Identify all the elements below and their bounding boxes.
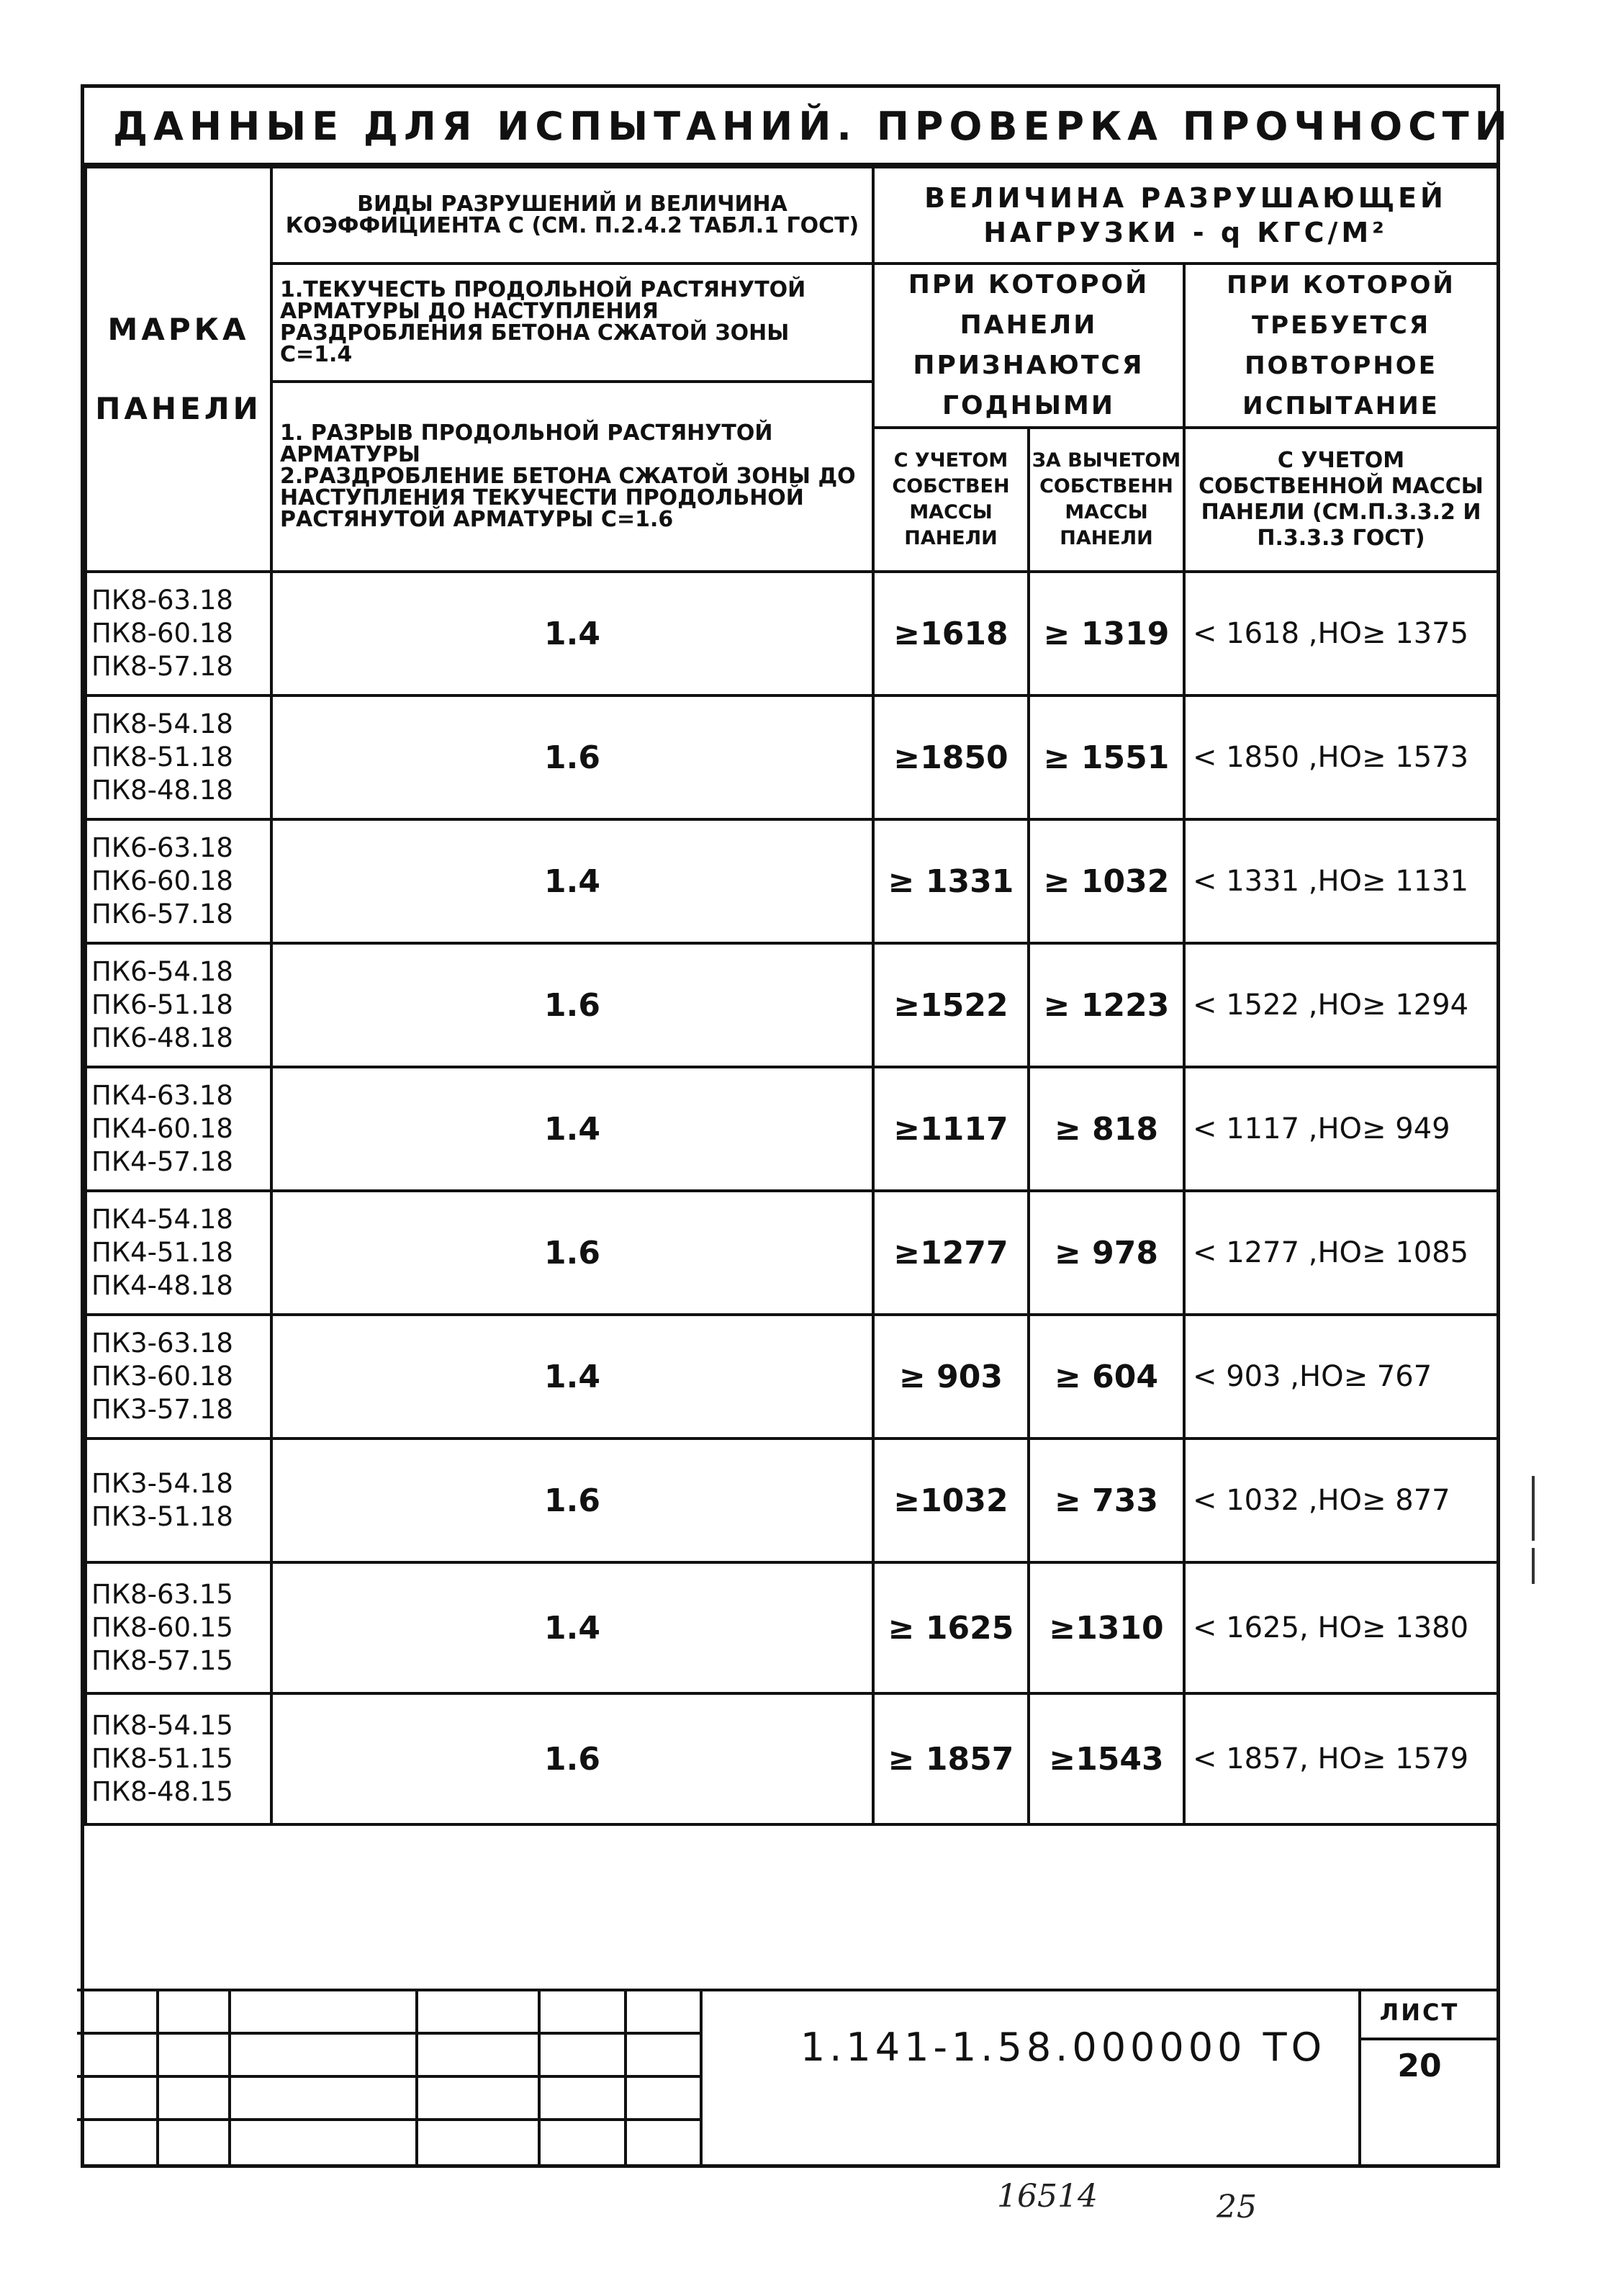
failure-type-2b: 2.РАЗДРОБЛЕНИЕ БЕТОНА СЖАТОЙ ЗОНЫ ДО НАСТУПЛЕНИЯ ТЕКУЧЕСТИ ПРОДОЛЬНОЙ РАСТЯНУТОЙ АРМАТУРЫ С=1.6 xyxy=(280,464,856,532)
strength-test-table xyxy=(84,166,1499,1826)
failure-types-header: ВИДЫ РАЗРУШЕНИЙ И ВЕЛИЧИНА КОЭФФИЦИЕНТА С (СМ. П.2.4.2 ТАБЛ.1 ГОСТ) xyxy=(271,167,873,264)
title-block-line xyxy=(77,2032,700,2035)
panel-mark: ПК6-54.18 xyxy=(91,956,233,987)
panel-marks xyxy=(86,695,271,819)
load-without-mass: ≥ 1551 xyxy=(1029,695,1184,819)
header-row-1 xyxy=(86,167,1498,264)
panel-mark: ПК6-57.18 xyxy=(91,899,233,929)
panel-mark: ПК4-51.18 xyxy=(91,1237,233,1268)
panel-marks xyxy=(86,1191,271,1315)
coefficient-c: 1.4 xyxy=(271,572,873,695)
load-without-mass: ≥1310 xyxy=(1029,1562,1184,1693)
panel-mark: ПК6-60.18 xyxy=(91,865,233,896)
retest-load: < 1277 ,НО≥ 1085 xyxy=(1184,1191,1498,1315)
retest-load: < 1618 ,НО≥ 1375 xyxy=(1184,572,1498,695)
failure-type-2 xyxy=(271,382,873,572)
load-with-mass: ≥ 1331 xyxy=(873,819,1029,943)
failure-type-2a: 1. РАЗРЫВ ПРОДОЛЬНОЙ РАСТЯНУТОЙ АРМАТУРЫ xyxy=(280,420,773,467)
title-block xyxy=(77,1989,1497,2164)
load-with-mass: ≥1117 xyxy=(873,1067,1029,1191)
panel-mark: ПК3-54.18 xyxy=(91,1468,233,1499)
margin-mark xyxy=(1532,1476,1535,1541)
load-header: ВЕЛИЧИНА РАЗРУШАЮЩЕЙ НАГРУЗКИ - q КГС/М² xyxy=(873,167,1498,264)
panel-mark: ПК4-48.18 xyxy=(91,1270,233,1301)
panel-marks xyxy=(86,1315,271,1439)
load-with-mass: ≥ 1625 xyxy=(873,1562,1029,1693)
panel-mark: ПК3-63.18 xyxy=(91,1328,233,1359)
handwritten-number: 25 xyxy=(1216,2189,1257,2225)
table-row xyxy=(86,1693,1498,1824)
panel-mark: ПК4-54.18 xyxy=(91,1204,233,1235)
panel-marks xyxy=(86,1562,271,1693)
panel-mark: ПК8-63.18 xyxy=(91,585,233,616)
panel-mark: ПК4-60.18 xyxy=(91,1113,233,1144)
title-block-line xyxy=(624,1989,627,2164)
title-block-line xyxy=(77,2118,700,2121)
load-with-mass: ≥ 1857 xyxy=(873,1693,1029,1824)
coefficient-c: 1.6 xyxy=(271,943,873,1067)
table-row xyxy=(86,1191,1498,1315)
load-with-mass: ≥1032 xyxy=(873,1439,1029,1562)
load-without-mass: ≥ 818 xyxy=(1029,1067,1184,1191)
table-row xyxy=(86,1562,1498,1693)
panel-mark: ПК8-60.15 xyxy=(91,1612,233,1643)
marka-header-line2: ПАНЕЛИ xyxy=(95,391,262,426)
load-without-mass: ≥ 1032 xyxy=(1029,819,1184,943)
load-with-mass: ≥1850 xyxy=(873,695,1029,819)
panel-mark: ПК8-60.18 xyxy=(91,618,233,649)
with-mass-header: С УЧЕТОМ СОБСТВЕН МАССЫ ПАНЕЛИ xyxy=(873,428,1029,572)
sheet-label: ЛИСТ xyxy=(1379,1999,1460,2026)
retest-load: < 1117 ,НО≥ 949 xyxy=(1184,1067,1498,1191)
panel-mark: ПК8-54.18 xyxy=(91,708,233,739)
margin-mark xyxy=(1532,1548,1535,1584)
title-block-line xyxy=(700,1989,703,2164)
title-block-line xyxy=(77,2075,700,2078)
panel-mark: ПК8-57.15 xyxy=(91,1645,233,1676)
coefficient-c: 1.4 xyxy=(271,1562,873,1693)
table-row xyxy=(86,572,1498,695)
sheet-number: 20 xyxy=(1397,2048,1442,2084)
table-row xyxy=(86,819,1498,943)
coefficient-c: 1.6 xyxy=(271,1439,873,1562)
retest-load: < 903 ,НО≥ 767 xyxy=(1184,1315,1498,1439)
panel-mark: ПК8-54.15 xyxy=(91,1710,233,1741)
retest-load: < 1625, НО≥ 1380 xyxy=(1184,1562,1498,1693)
title-block-line xyxy=(228,1989,231,2164)
handwritten-number: 16514 xyxy=(997,2178,1098,2215)
coefficient-c: 1.6 xyxy=(271,695,873,819)
failure-type-1: 1.ТЕКУЧЕСТЬ ПРОДОЛЬНОЙ РАСТЯНУТОЙ АРМАТУРЫ ДО НАСТУПЛЕНИЯ РАЗДРОБЛЕНИЯ БЕТОНА СЖАТОЙ ЗОНЫ С=1.4 xyxy=(271,264,873,382)
without-mass-header: ЗА ВЫЧЕТОМ СОБСТВЕНН МАССЫ ПАНЕЛИ xyxy=(1029,428,1184,572)
panel-mark: ПК8-57.18 xyxy=(91,651,233,682)
load-with-mass: ≥1522 xyxy=(873,943,1029,1067)
table-row xyxy=(86,943,1498,1067)
table-row xyxy=(86,695,1498,819)
retest-load: < 1032 ,НО≥ 877 xyxy=(1184,1439,1498,1562)
panel-mark: ПК8-51.18 xyxy=(91,742,233,773)
retest-load: < 1522 ,НО≥ 1294 xyxy=(1184,943,1498,1067)
retest-load: < 1857, НО≥ 1579 xyxy=(1184,1693,1498,1824)
load-without-mass: ≥ 978 xyxy=(1029,1191,1184,1315)
load-with-mass: ≥ 903 xyxy=(873,1315,1029,1439)
title-block-line xyxy=(156,1989,159,2164)
panel-mark: ПК4-63.18 xyxy=(91,1080,233,1111)
panel-marks xyxy=(86,1067,271,1191)
panel-marks xyxy=(86,943,271,1067)
title-block-line xyxy=(538,1989,541,2164)
load-without-mass: ≥ 733 xyxy=(1029,1439,1184,1562)
coefficient-c: 1.4 xyxy=(271,819,873,943)
panel-mark: ПК3-57.18 xyxy=(91,1394,233,1425)
panel-marks xyxy=(86,819,271,943)
panel-mark: ПК3-51.18 xyxy=(91,1501,233,1532)
coefficient-c: 1.6 xyxy=(271,1191,873,1315)
panel-marks xyxy=(86,1693,271,1824)
table-row xyxy=(86,1067,1498,1191)
retest-sub-header: С УЧЕТОМ СОБСТВЕННОЙ МАССЫ ПАНЕЛИ (СМ.П.3.3.2 И П.3.3.3 ГОСТ) xyxy=(1184,428,1498,572)
load-without-mass: ≥1543 xyxy=(1029,1693,1184,1824)
document-sheet xyxy=(81,84,1513,2168)
title-block-line xyxy=(1358,1989,1361,2164)
title-block-line xyxy=(77,1989,1497,1991)
retest-header: ПРИ КОТОРОЙ ТРЕБУЕТСЯ ПОВТОРНОЕ ИСПЫТАНИЕ xyxy=(1184,264,1498,428)
table-row xyxy=(86,1315,1498,1439)
panel-mark: ПК8-63.15 xyxy=(91,1579,233,1610)
panel-mark: ПК3-60.18 xyxy=(91,1361,233,1392)
panel-mark: ПК8-51.15 xyxy=(91,1743,233,1774)
coefficient-c: 1.4 xyxy=(271,1067,873,1191)
load-without-mass: ≥ 1319 xyxy=(1029,572,1184,695)
coefficient-c: 1.4 xyxy=(271,1315,873,1439)
panel-mark: ПК8-48.18 xyxy=(91,775,233,806)
panel-mark: ПК6-51.18 xyxy=(91,989,233,1020)
title-block-line xyxy=(415,1989,418,2164)
panel-mark: ПК8-48.15 xyxy=(91,1776,233,1807)
panel-marks xyxy=(86,572,271,695)
panel-mark: ПК4-57.18 xyxy=(91,1146,233,1177)
document-code: 1.141-1.58.000000 ТО xyxy=(800,2025,1327,2070)
marka-header-line1: МАРКА xyxy=(107,312,250,347)
panel-marks xyxy=(86,1439,271,1562)
retest-load: < 1331 ,НО≥ 1131 xyxy=(1184,819,1498,943)
load-with-mass: ≥1277 xyxy=(873,1191,1029,1315)
panel-mark: ПК6-48.18 xyxy=(91,1022,233,1053)
coefficient-c: 1.6 xyxy=(271,1693,873,1824)
header-row-2 xyxy=(86,264,1498,382)
load-without-mass: ≥ 1223 xyxy=(1029,943,1184,1067)
load-without-mass: ≥ 604 xyxy=(1029,1315,1184,1439)
retest-load: < 1850 ,НО≥ 1573 xyxy=(1184,695,1498,819)
fit-header: ПРИ КОТОРОЙ ПАНЕЛИ ПРИЗНАЮТСЯ ГОДНЫМИ xyxy=(873,264,1184,428)
load-with-mass: ≥1618 xyxy=(873,572,1029,695)
page-title: ДАННЫЕ ДЛЯ ИСПЫТАНИЙ. ПРОВЕРКА ПРОЧНОСТИ xyxy=(84,88,1497,166)
marka-header xyxy=(86,167,271,572)
table-row xyxy=(86,1439,1498,1562)
panel-mark: ПК6-63.18 xyxy=(91,832,233,863)
